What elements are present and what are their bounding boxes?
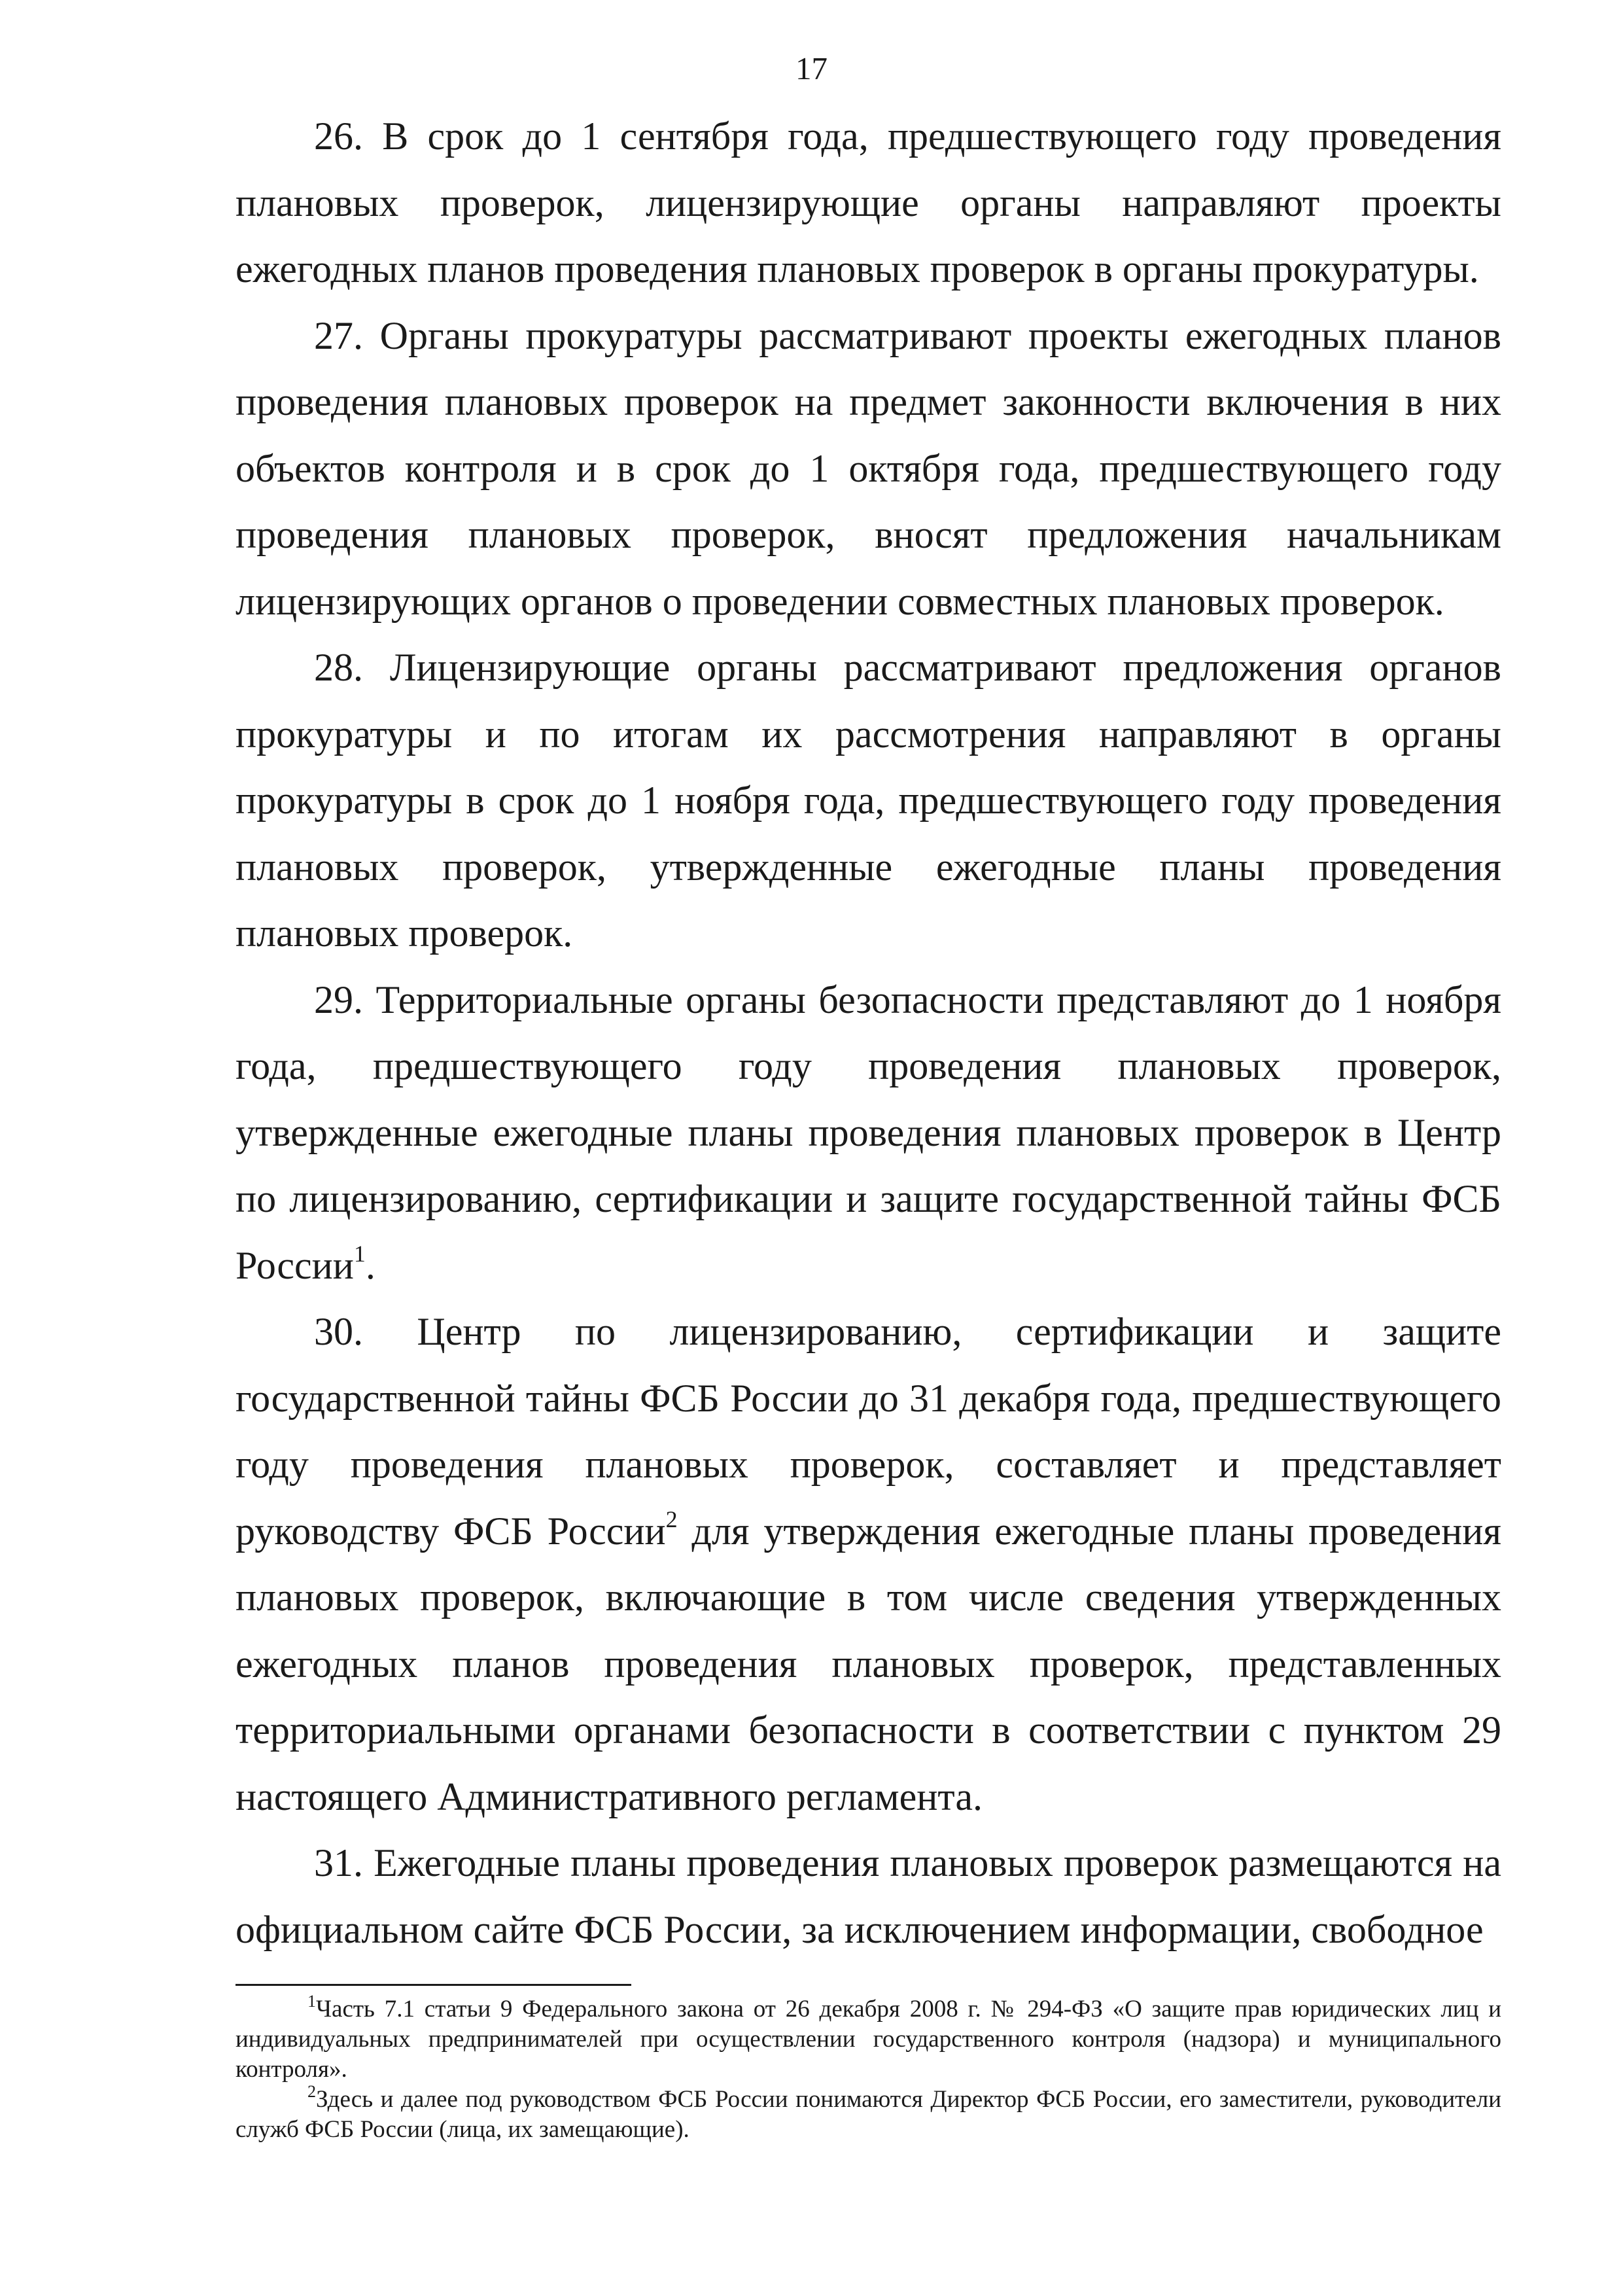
paragraph-27: 27. Органы прокуратуры рассматривают проекты ежегодных планов проведения плановых проверок на предмет законности включения в них объектов контроля и в срок до 1 октября года, предшествующего году проведения плановых проверок, вносят предложения начальникам лицензирующих органов о проведении совместных плановых проверок. bbox=[236, 313, 1501, 623]
paragraph-29-text-end: . bbox=[365, 1243, 375, 1287]
footnote-ref-2: 2 bbox=[665, 1506, 678, 1532]
footnote-1-text: Часть 7.1 статьи 9 Федерального закона от 26 декабря 2008 г. № 294-ФЗ «О защите прав юридических лиц и индивидуальных предпринимателей при осуществлении государственного контроля (надзора) и муниципального контроля». bbox=[236, 1996, 1501, 2083]
paragraph-31: 31. Ежегодные планы проведения плановых проверок размещаются на официальном сайте ФСБ России, за исключением информации, свободное bbox=[236, 1841, 1501, 1951]
paragraph-29 bbox=[236, 967, 1501, 1299]
footnote-2 bbox=[236, 2082, 1501, 2145]
paragraph-26: 26. В срок до 1 сентября года, предшествующего году проведения плановых проверок, лицензирующие органы направляют проекты ежегодных планов проведения плановых проверок в органы прокуратуры. bbox=[236, 115, 1501, 291]
footnote-ref-1: 1 bbox=[353, 1240, 366, 1267]
paragraph-30-text: 30. Центр по лицензированию, сертификации и защите государственной тайны ФСБ России до 31 декабря года, предшествующего году проведения плановых проверок, составляет и представляет руководству ФСБ России bbox=[236, 1310, 1501, 1553]
footnote-mark-1: 1 bbox=[307, 1992, 316, 2011]
paragraph-30 bbox=[236, 1299, 1501, 1830]
paragraph-29-text: 29. Территориальные органы безопасности представляют до 1 ноября года, предшествующего году проведения плановых проверок, утвержденные ежегодные планы проведения плановых проверок в Центр по лицензированию, сертификации и защите государственной тайны ФСБ России bbox=[236, 978, 1501, 1287]
document-body bbox=[236, 103, 1501, 1963]
footnote-2-text: Здесь и далее под руководством ФСБ России понимаются Директор ФСБ России, его заместители, руководители служб ФСБ России (лица, их замещающие). bbox=[236, 2086, 1501, 2143]
paragraph-30-text-end: для утверждения ежегодные планы проведения плановых проверок, включающие в том числе сведения утвержденных ежегодных планов проведения плановых проверок, представленных территориальными органами безопасности в соответствии с пунктом 29 настоящего Административного регламента. bbox=[236, 1509, 1501, 1818]
footnotes bbox=[236, 1994, 1501, 2145]
page-number: 17 bbox=[795, 50, 828, 86]
footnote-1 bbox=[236, 1994, 1501, 2085]
paragraph-28: 28. Лицензирующие органы рассматривают предложения органов прокуратуры и по итогам их рассмотрения направляют в органы прокуратуры в срок до 1 ноября года, предшествующего году проведения плановых проверок, утвержденные ежегодные планы проведения плановых проверок. bbox=[236, 646, 1501, 955]
footnote-mark-2: 2 bbox=[307, 2082, 316, 2101]
footnote-separator bbox=[236, 1984, 631, 1986]
